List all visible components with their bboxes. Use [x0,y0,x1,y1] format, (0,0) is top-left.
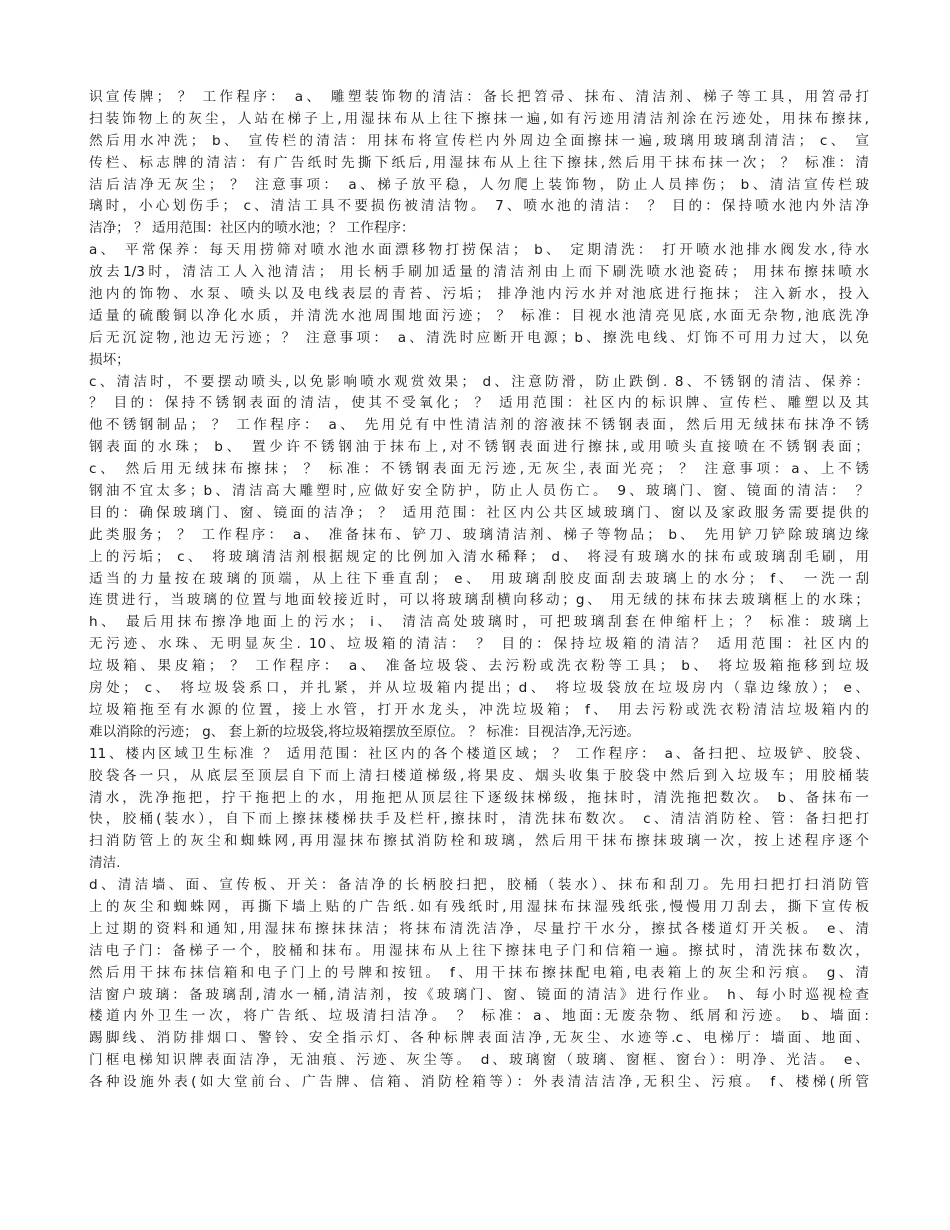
text-line: 适量的硫酸铜以净化水质，并清洗水池周围地面污迹； ？ 标准：目视水池清亮见底,水面无杂物,池底洗净 [89,307,869,324]
text-line: 他不锈钢制品； ？ 工作程序： a、 先用兑有中性清洁剂的溶液抹不锈钢表面，然后用无绒抹布抹净不锈 [89,417,869,434]
text-line: c、 然后用无绒抹布擦抹； ？ 标准：不锈钢表面无污迹,无灰尘,表面光亮； ？ 注意事项：a、上不锈 [89,461,869,478]
text-line: 各种设施外表(如大堂前台、广告牌、信箱、消防栓箱等）：外表清洁洁净,无积尘、污痕。 f、楼梯(所管 [89,1074,869,1091]
text-line: 传栏、标志牌的清洁：有广告纸时先撕下纸后,用湿抹布从上往下擦抹,然后用干抹布抹一次； ？ 标准：清 [89,154,869,171]
text-line: 钢油不宜太多；b、清洁高大雕塑时,应做好安全防护，防止人员伤亡。 9、玻璃门、窗、镜面的清洁： ？ [89,483,869,500]
text-line: 难以消除的污迹； g、 套上新的垃圾袋,将垃圾箱摆放至原位。 ？ 标准：目视洁净,无污迹。 [89,723,641,740]
text-line: ？ 目的：保持不锈钢表面的清洁，使其不受氧化； ？ 适用范围：社区内的标识牌、宣传栏、雕塑以及其 [89,395,869,412]
text-line: 池内的饰物、水泵、喷头以及电线表层的青苔、污垢； 排净池内污水并对池底进行拖抹； 注入新水，投入 [89,286,869,303]
text-line: 璃时，小心划伤手； c、清洁工具不要损伤被清洁物。 7、喷水池的清洁： ？ 目的：保持喷水池内外洁净 [89,198,869,215]
text-line: 然后用干抹布抹信箱和电子门上的号牌和按钮。 f、用干抹布擦抹配电箱,电表箱上的灰尘和污痕。 g、清 [89,964,869,981]
text-line: 无污迹、水珠、无明显灰尘. 10、垃圾箱的清洁： ？ 目的：保持垃圾箱的清洁？ 适用范围：社区内的 [89,636,869,653]
text-line: 清水，洗净拖把，拧干拖把上的水，用拖把从顶层往下逐级抹梯级，拖抹时，清洗拖把数次。 b、备抹布一 [89,789,869,806]
text-line: 洁净； ？ 适用范围：社区内的喷水池；？ 工作程序： [89,220,415,237]
body-text [89,87,869,1094]
text-line: 识宣传牌； ？ 工作程序： a、 雕塑装饰物的清洁：备长把笤帚、抹布、清洁剂、梯子等工具，用笤帚打 [89,89,869,105]
text-line: 扫消防管上的灰尘和蜘蛛网,再用湿抹布擦拭消防栓和玻璃，然后用干抹布擦抹玻璃一次，按上述程序逐个 [89,833,869,850]
text-line: 连贯进行，当玻璃的位置与地面较接近时，可以将玻璃刮横向移动；g、 用无绒的抹布抹去玻璃框上的水珠； [89,592,869,609]
text-line: 损坏； [89,351,130,368]
text-line: 踢脚线、消防排烟口、警铃、安全指示灯、各种标牌表面洁净,无灰尘、水迹等.c、电梯厅：墙面、地面、 [89,1030,869,1047]
text-line: 适当的力量按在玻璃的顶端，从上往下垂直刮； e、 用玻璃刮胶皮面刮去玻璃上的水分； f、 一洗一刮 [89,570,869,587]
text-line: 上过期的资料和通知,用湿抹布擦抹抹洁；将抹布清洗洁净，尽量拧干水分，擦拭各楼道灯开关板。 e、清 [89,920,869,937]
text-line: 垃圾箱、果皮箱； ？ 工作程序： a、 准备垃圾袋、去污粉或洗衣粉等工具； b、 将垃圾箱拖移到垃圾 [89,658,869,675]
text-line: 清洁. [89,855,121,872]
text-line: 胶袋各一只，从底层至顶层自下而上清扫楼道梯级,将果皮、烟头收集于胶袋中然后到入垃圾车；用胶桶装 [89,767,869,784]
text-line: 门框电梯知识牌表面洁净，无油痕、污迹、灰尘等。 d、玻璃窗（玻璃、窗框、窗台）：明净、光洁。 e、 [89,1052,869,1069]
text-line: 后无沉淀物,池边无污迹；？ 注意事项： a、清洗时应断开电源；b、擦洗电线、灯饰不可用力过大，以免 [89,329,869,346]
text-line: c、清洁时，不要摆动喷头,以免影响喷水观赏效果； d、注意防滑，防止跌倒. 8、不锈钢的清洁、保养： [89,373,869,390]
text-line: 此类服务； ？ 工作程序： a、 准备抹布、铲刀、玻璃清洁剂、梯子等物品； b、 先用铲刀铲除玻璃边缘 [89,526,869,543]
text-line: 放去1/3时，清洁工人入池清洁； 用长柄手刷加适量的清洁剂由上而下刷洗喷水池瓷砖； 用抹布擦抹喷水 [89,264,869,281]
text-line: 目的：确保玻璃门、窗、镜面的洁净； ？ 适用范围：社区内公共区域玻璃门、窗以及家政服务需要提供的 [89,504,869,521]
text-line: a、 平常保养：每天用捞筛对喷水池水面漂移物打捞保洁； b、 定期清洗： 打开喷水池排水阀发水,待水 [89,242,869,259]
text-line: 11、楼内区域卫生标准 ？ 适用范围：社区内的各个楼道区域； ？ 工作程序： a、备扫把、垃圾铲、胶袋、 [89,745,869,762]
text-line: 楼道内外卫生一次，将广告纸、垃圾清扫洁净。 ？ 标准：a、地面:无废杂物、纸屑和污迹。 b、墙面: [89,1008,869,1025]
text-line: 上的灰尘和蜘蛛网，再撕下墙上贴的广告纸.如有残纸时,用湿抹布抹湿残纸张,慢慢用刀刮去，撕下宣传板 [89,898,869,915]
text-line: 洁后洁净无灰尘； ？ 注意事项： a、梯子放平稳，人勿爬上装饰物，防止人员摔伤； b、清洁宣传栏玻 [89,176,869,193]
text-line: 洁电子门：备梯子一个，胶桶和抹布。用湿抹布从上往下擦抹电子门和信箱一遍。擦拭时，清洗抹布数次， [89,942,869,959]
text-line: 钢表面的水珠； b、 置少许不锈钢油于抹布上,对不锈钢表面进行擦抹,或用喷头直接喷在不锈钢表面； [89,439,869,456]
text-line: 房处； c、 将垃圾袋系口，并扎紧，并从垃圾箱内提出；d、 将垃圾袋放在垃圾房内（靠边缘放）； e、 [89,680,869,697]
text-line: h、 最后用抹布擦净地面上的污水； i、 清洁高处玻璃时，可把玻璃刮套在伸缩杆上；？ 标准：玻璃上 [89,614,869,631]
text-line: 快，胶桶(装水），自下而上擦抹楼梯扶手及栏杆,擦抹时，清洗抹布数次。 c、清洁消防栓、管：备扫把打 [89,811,869,828]
text-line: 上的污垢； c、 将玻璃清洁剂根据规定的比例加入清水稀释； d、 将浸有玻璃水的抹布或玻璃刮毛刷，用 [89,548,869,565]
text-line: 扫装饰物上的灰尘，人站在梯子上,用湿抹布从上往下擦抹一遍,如有污迹用清洁剂涂在污迹处，用抹布擦抹, [89,110,869,127]
text-line: 垃圾箱拖至有水源的位置，接上水管，打开水龙头，冲洗垃圾箱； f、 用去污粉或洗衣粉清洁垃圾箱内的 [89,701,869,718]
text-line: d、清洁墙、面、宣传板、开关：备洁净的长柄胶扫把，胶桶（装水）、抹布和刮刀。先用扫把打扫消防管 [89,877,869,894]
text-line: 洁窗户玻璃：备玻璃刮,清水一桶,清洁剂，按《玻璃门、窗、镜面的清洁》进行作业。 h、每小时巡视检查 [89,986,869,1003]
text-line: 然后用水冲洗； b、 宣传栏的清洁：用抹布将宣传栏内外周边全面擦抹一遍,玻璃用玻璃刮清洁； c、 宣 [89,132,869,149]
